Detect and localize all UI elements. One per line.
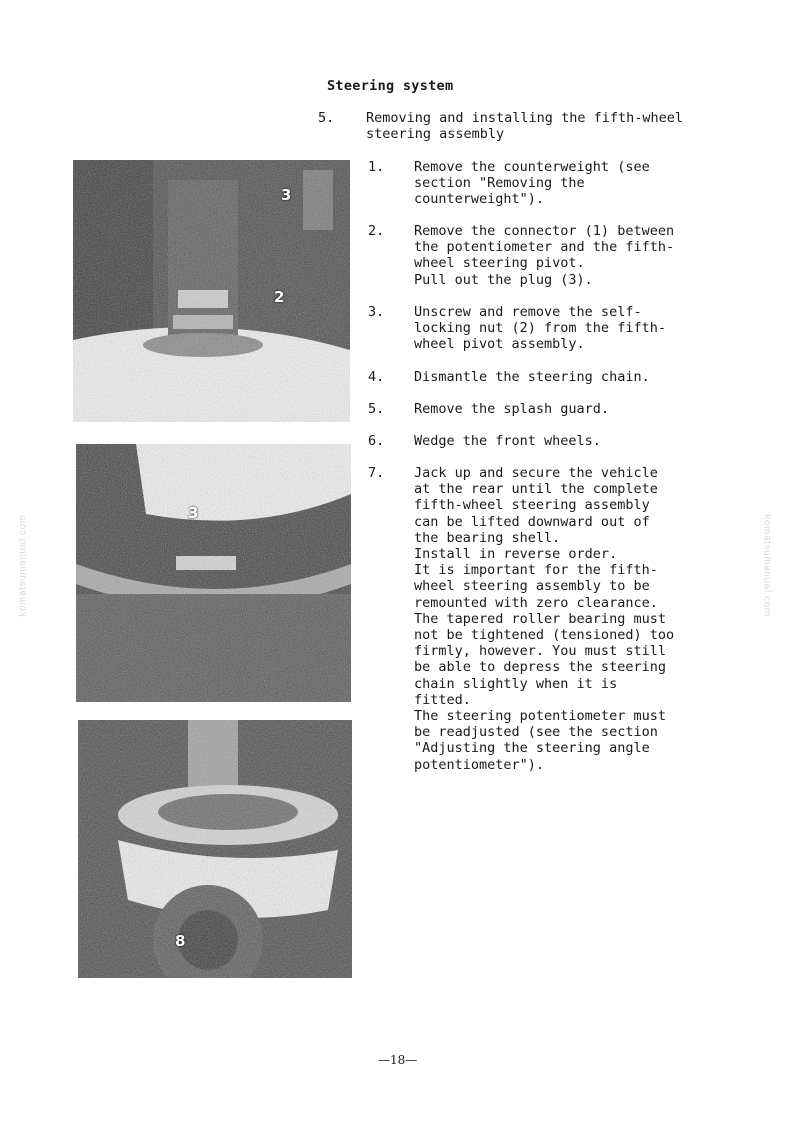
callout-label: 3 xyxy=(188,504,199,522)
step-number: 6. xyxy=(368,433,385,449)
step-text: Remove the counterweight (see section "Removing the counterweight"). xyxy=(414,159,650,208)
watermark-right: komatsumanual.com xyxy=(761,514,773,617)
step-number: 3. xyxy=(368,304,385,320)
step-number: 5. xyxy=(368,401,385,417)
page-number: —18— xyxy=(378,1053,418,1067)
photo-image xyxy=(76,444,351,702)
heading-text: Removing and installing the fifth-wheel steering assembly xyxy=(366,110,683,142)
step-text: Unscrew and remove the self- locking nut (2) from the fifth- wheel pivot assembly. xyxy=(414,304,666,353)
callout-label: 3 xyxy=(281,186,292,204)
step-text: Remove the connector (1) between the potentiometer and the fifth- wheel steering pivot. Pull out the plug (3). xyxy=(414,223,675,288)
step-number: 7. xyxy=(368,465,385,481)
step-text: Jack up and secure the vehicle at the rear until the complete fifth-wheel steering assembly can be lifted downward out of the bearing shell. Install in reverse order. It is important for the fifth- wheel steering assembly to be remounted with zero clearance. The tapered roller bearing must not be tightened (tensioned) too firmly, however. You must still be able to depress the steering chain slightly when it is fitted. The steering potentiometer must be readjusted (see the section "Adjusting the steering angle potentiometer"). xyxy=(414,465,675,773)
step-text: Wedge the front wheels. xyxy=(414,433,601,449)
step-number: 1. xyxy=(368,159,385,175)
step-text: Remove the splash guard. xyxy=(414,401,610,417)
callout-label: 8 xyxy=(175,932,186,950)
step-number: 2. xyxy=(368,223,385,239)
section-title: Steering system xyxy=(327,78,454,94)
photo-image xyxy=(78,720,352,978)
watermark-left: komatsumanual.com xyxy=(17,514,29,617)
step-text: Dismantle the steering chain. xyxy=(414,369,650,385)
photo-steering-pivot-top xyxy=(73,160,350,422)
photo-fifth-wheel-assembly xyxy=(78,720,352,978)
photo-bearing-shell xyxy=(76,444,351,702)
callout-label: 2 xyxy=(274,288,285,306)
heading-number: 5. xyxy=(318,110,335,126)
photo-image xyxy=(73,160,350,422)
step-number: 4. xyxy=(368,369,385,385)
